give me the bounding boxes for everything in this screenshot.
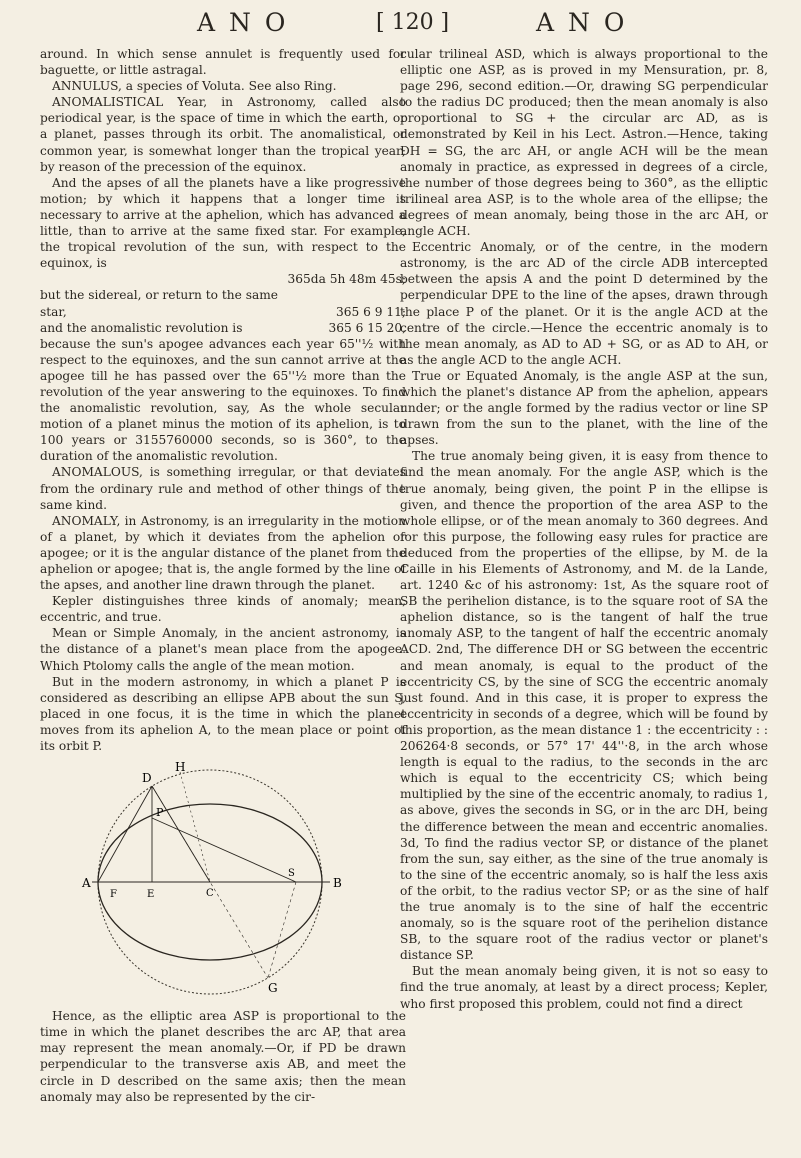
page-number: [ 120 ] — [376, 10, 450, 35]
label-g: G — [268, 981, 278, 996]
label-c: C — [206, 888, 214, 900]
paragraph: Kepler distinguishes three kinds of anomaly; mean, eccentric, and true. — [40, 594, 406, 625]
table-value: 365 6 15 20, — [328, 320, 406, 335]
entry-mean-anomaly: Mean or Simple Anomaly, in the ancient astronomy, is the distance of a planet's mean place from the apogee. Which Ptolomy calls the angle of the mean motion. — [40, 626, 406, 673]
label-f: F — [110, 889, 117, 901]
entry-anomalistical: ANOMALISTICAL Year, in Astronomy, called also periodical year, is the space of time in which the earth, or a planet, passes through its orbit. The anomalistical, or common year, is somewhat longer than the tropical year; by reason of the precession of the equinox. — [40, 95, 406, 174]
paragraph: And the apses of all the planets have a like progressive motion; by which it happens that a longer time is necessary to arrive at the aphelion, which has advanced a little, than to arrive at the same fixed star. For example, the tropical revolution of the sun, with respect to the equinox, is — [40, 175, 406, 271]
table-row — [40, 304, 406, 320]
entry-eccentric-anomaly: Eccentric Anomaly, or of the centre, in the modern astronomy, is the arc AD of the circle ADB intercepted between the apsis A and the point D determined by the perpendicular DPE to the line of the apses, drawn through the place P of the planet. Or it is the angle ACD at the centre of the circle.—Hence the eccentric anomaly is to the mean anomaly, as AD to AD + SG, or as AD to AH, or as the angle ACD to the angle ACH. — [400, 240, 768, 367]
table-label: star, — [40, 304, 67, 319]
entry-anomalous: ANOMALOUS, is something irregular, or that deviates from the ordinary rule and method of other things of the same kind. — [40, 465, 406, 512]
label-p: P — [156, 806, 164, 820]
label-b: B — [333, 876, 342, 891]
table-value: 365 6 9 11; — [335, 304, 406, 319]
paragraph: But in the modern astronomy, in which a planet P is considered as describing an ellipse APB about the sun S, placed in one focus, it is the time in which the planet moves from its aphelion A, to the mean place or point of its orbit P. — [40, 674, 406, 754]
running-header — [0, 6, 801, 46]
table-row — [40, 320, 406, 336]
label-h: H — [175, 760, 186, 775]
right-column — [400, 46, 768, 1012]
paragraph: because the sun's apogee advances each year 65''½ with respect to the equinoxes, and the sun cannot arrive at the apogee till he has passed over the 65''½ more than the revolution of the year answering to the equinoxes. To find the anomalistic revolution, say, As the whole secular motion of a planet minus the motion of its aphelion, is to 100 years or 3155760000 seconds, so is 360°, to the duration of the anomalistic revolution. — [40, 336, 406, 464]
left-column — [40, 46, 406, 1105]
paragraph: but the sidereal, or return to the same — [40, 288, 278, 303]
entry-annulus: ANNULUS, a species of Voluta. See also Ring. — [52, 79, 337, 94]
entry-true-anomaly: True or Equated Anomaly, is the angle ASP at the sun, which the planet's distance AP from the aphelion, appears under; or the angle formed by the radius vector or line SP drawn from the sun to the planet, with the line of the apses. — [400, 368, 768, 448]
paragraph: But the mean anomaly being given, it is not so easy to find the true anomaly, at least by a direct process; Kepler, who first proposed this problem, could not find a direct — [400, 964, 768, 1011]
table-value: 365da 5h 48m 45s; — [287, 272, 406, 287]
label-s: S — [288, 868, 295, 880]
label-d: D — [142, 771, 152, 786]
paragraph: The true anomaly being given, it is easy from thence to find the mean anomaly. For the angle ASP, which is the true anomaly, being given, the point P in the ellipse is given, and thence the proportion of the area ASP to the whole ellipse, or of the mean anomaly to 360 degrees. And for this purpose, the following easy rules for practice are deduced from the properties of the ellipse, by M. de la Caille in his Elements of Astronomy, and M. de la Lande, art. 1240 &c of his astronomy: 1st, As the square root of SB the perihelion distance, is to the square root of SA the aphelion distance, so is the tangent of half the true anomaly ASP, to the tangent of half the eccentric anomaly ACD. 2nd, The difference DH or SG between the eccentric and mean anomaly, is equal to the product of the eccentricity CS, by the sine of SCG the eccentric anomaly just found. And in this case, it is proper to express the eccentricity in seconds of a degree, which will be found by this proportion, as the mean distance 1 : the eccentricity : : 206264·8 seconds, or 57° 17' 44''·8, in the arch whose length is equal to the radius, to the seconds in the arc which is equal to the eccentricity CS; which being multiplied by the sine of the eccentric anomaly, to radius 1, as above, gives the seconds in SG, or in the arc DH, being the difference between the mean and eccentric anomalies. 3d, To find the radius vector SP, or distance of the planet from the sun, say either, as the sine of the true anomaly is to the sine of the eccentric anomaly, so is half the less axis of the orbit, to the radius vector SP; or as the sine of half the true anomaly is to the sine of half the eccentric anomaly, so is the square root of the perihelion distance SB, to the square root of the radius vector or planet's distance SP. — [400, 449, 768, 963]
header-right-word: ANO — [536, 8, 639, 37]
paragraph: Hence, as the elliptic area ASP is proportional to the time in which the planet describes the arc AP, that area may represent the mean anomaly.—Or, if PD be drawn perpendicular to the transverse axis AB, and meet the circle in D described on the same axis; then the mean anomaly may also be represented by the cir- — [40, 1009, 406, 1104]
paragraph: around. In which sense annulet is frequently used for baguette, or little astragal. — [40, 47, 406, 78]
line-ch — [180, 772, 210, 882]
table-label: and the anomalistic revolution is — [40, 320, 243, 335]
label-a: A — [82, 876, 91, 891]
label-e: E — [147, 889, 155, 901]
radius-sp — [152, 818, 296, 882]
line-sg — [268, 882, 296, 978]
anomaly-figure — [40, 760, 406, 1002]
header-left-word: ANO — [197, 8, 300, 37]
line-ad — [98, 786, 152, 882]
entry-anomaly: ANOMALY, in Astronomy, is an irregularity in the motion of a planet, by which it deviates from the aphelion or apogee; or it is the angular distance of the planet from the aphelion or apogee; that is, the angle formed by the line of the apses, and another line drawn through the planet. — [40, 513, 406, 593]
table-row — [40, 271, 406, 287]
ellipse-diagram — [40, 760, 406, 1002]
paragraph: cular trilineal ASD, which is always proportional to the elliptic one ASP, as is proved in my Mensuration, pr. 8, page 296, second edition.—Or, drawing SG perpendicular to the radius DC produced; then the mean anomaly is also proportional to SG + the circular arc AD, as is demonstrated by Keil in his Lect. Astron.—Hence, taking DH = SG, the arc AH, or angle ACH will be the mean anomaly in practice, as expressed in degrees of a circle, the number of those degrees being to 360°, as the elliptic trilineal area ASP, is to the whole area of the ellipse; the degrees of mean anomaly, being those in the arc AH, or angle ACH. — [400, 47, 768, 239]
